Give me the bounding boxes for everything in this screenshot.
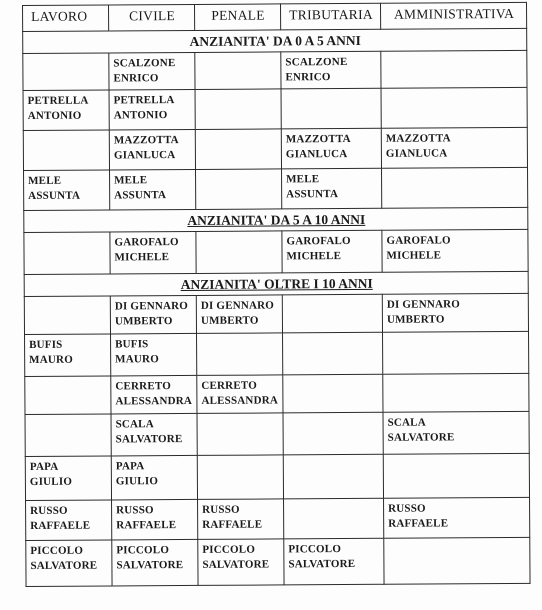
given-name: UMBERTO	[386, 313, 445, 326]
table-row	[24, 167, 528, 210]
cell-penale	[195, 52, 281, 90]
cell-amministrativa	[383, 453, 529, 498]
column-header-penale: PENALE	[194, 4, 280, 31]
cell-amministrativa	[381, 87, 527, 128]
cell-civile	[110, 169, 196, 210]
cell-civile	[109, 129, 195, 170]
cell-lavoro	[25, 414, 111, 457]
surname: DI GENNARO	[114, 299, 189, 313]
surname: MAZZOTTA	[285, 132, 351, 146]
cell-lavoro	[25, 456, 111, 501]
surname: PICCOLO	[30, 544, 84, 557]
section-title-text: ANZIANITA' DA 5 A 10 ANNI	[187, 211, 366, 228]
given-name: UMBERTO	[200, 314, 259, 327]
table-row	[24, 229, 528, 274]
cell-civile	[111, 333, 197, 376]
cell-penale	[195, 129, 281, 170]
cell-tributaria	[283, 454, 383, 499]
cell-lavoro	[24, 232, 110, 275]
cell-amministrativa	[383, 331, 529, 374]
cell-civile	[110, 295, 196, 334]
surname: PAPA	[29, 460, 59, 473]
cell-lavoro	[24, 170, 110, 211]
given-name: GIANLUCA	[385, 147, 448, 160]
surname: PETRELLA	[113, 94, 175, 107]
table-row	[26, 497, 530, 540]
cell-lavoro	[25, 376, 111, 415]
cell-civile	[110, 231, 196, 274]
given-name: MICHELE	[386, 249, 442, 262]
section-header-row	[23, 28, 527, 53]
surname: PICCOLO	[288, 543, 342, 556]
table-row	[23, 87, 527, 130]
section-header-row	[24, 207, 528, 232]
given-name: MAURO	[29, 353, 73, 366]
cell-civile	[112, 539, 198, 586]
given-name: SALVATORE	[288, 557, 356, 571]
cell-amministrativa	[383, 373, 529, 412]
cell-lavoro	[26, 500, 112, 541]
table-row	[26, 537, 530, 586]
cell-amministrativa	[382, 167, 528, 208]
table-row	[25, 453, 529, 500]
cell-penale	[198, 499, 284, 540]
surname: BUFIS	[29, 338, 63, 351]
given-name: ENRICO	[285, 71, 331, 84]
seniority-roster-table	[22, 2, 531, 587]
given-name: GIULIO	[29, 475, 73, 488]
cell-penale	[196, 295, 282, 334]
surname: MAZZOTTA	[113, 134, 179, 147]
column-header-civile: CIVILE	[109, 4, 195, 31]
cell-civile	[109, 89, 195, 130]
given-name: ANTONIO	[113, 109, 168, 122]
cell-penale	[197, 375, 283, 414]
given-name: ALESSANDRA	[201, 394, 279, 407]
cell-amministrativa	[384, 537, 530, 584]
cell-lavoro	[23, 130, 109, 171]
given-name: ANTONIO	[27, 109, 82, 122]
surname: SCALZONE	[285, 56, 348, 69]
given-name: SALVATORE	[387, 431, 455, 444]
surname: RUSSO	[116, 504, 154, 517]
given-name: ASSUNTA	[28, 189, 81, 202]
cell-tributaria	[284, 538, 384, 585]
given-name: ENRICO	[113, 72, 159, 85]
given-name: SALVATORE	[202, 558, 270, 571]
cell-tributaria	[281, 88, 381, 129]
cell-tributaria	[283, 332, 383, 375]
given-name: MAURO	[115, 353, 159, 366]
cell-amministrativa	[382, 229, 528, 272]
table-row	[25, 331, 529, 376]
given-name: GIULIO	[115, 475, 159, 488]
cell-lavoro	[24, 296, 110, 335]
given-name: RAFFAELE	[30, 519, 91, 532]
cell-civile	[111, 413, 197, 456]
section-title	[23, 28, 527, 53]
cell-tributaria	[281, 51, 381, 89]
table-row	[23, 127, 527, 170]
surname: PICCOLO	[116, 544, 170, 557]
section-header-row	[24, 271, 528, 296]
cell-tributaria	[281, 128, 381, 169]
cell-penale	[198, 539, 284, 586]
section-title	[24, 271, 528, 296]
surname: MELE	[114, 174, 148, 187]
cell-tributaria	[282, 230, 382, 273]
cell-lavoro	[26, 540, 112, 587]
given-name: ASSUNTA	[286, 188, 339, 201]
surname: SCALZONE	[113, 57, 176, 70]
surname: SCALA	[115, 418, 154, 431]
column-header-amministrativa: AMMINISTRATIVA	[380, 2, 526, 29]
cell-penale	[197, 455, 283, 500]
surname: RUSSO	[202, 503, 240, 516]
section-title-text: ANZIANITA' OLTRE I 10 ANNI	[180, 275, 373, 293]
cell-penale	[197, 333, 283, 376]
cell-tributaria	[283, 374, 383, 413]
table-row	[25, 373, 529, 414]
cell-penale	[197, 413, 283, 456]
surname: PICCOLO	[202, 543, 256, 556]
cell-tributaria	[284, 498, 384, 539]
surname: CERRETO	[115, 380, 171, 393]
header-row	[23, 2, 527, 31]
surname: MELE	[28, 174, 62, 187]
given-name: MICHELE	[286, 250, 342, 263]
given-name: GIANLUCA	[113, 149, 176, 162]
surname: RUSSO	[30, 504, 68, 517]
surname: BUFIS	[115, 338, 149, 351]
cell-civile	[109, 52, 195, 90]
given-name: UMBERTO	[114, 315, 173, 328]
cell-tributaria	[282, 294, 382, 333]
column-header-tributaria: TRIBUTARIA	[280, 3, 380, 30]
section-title-text: ANZIANITA' DA 0 A 5 ANNI	[189, 32, 361, 49]
cell-civile	[111, 375, 197, 414]
surname: SCALA	[387, 416, 426, 429]
cell-civile	[111, 455, 197, 500]
surname: GAROFALO	[286, 234, 351, 248]
cell-lavoro	[25, 334, 111, 377]
surname: DI GENNARO	[386, 298, 461, 311]
table-row	[24, 293, 528, 334]
cell-penale	[196, 169, 282, 210]
surname: GAROFALO	[114, 236, 179, 249]
given-name: SALVATORE	[30, 559, 98, 572]
surname: PAPA	[115, 460, 145, 473]
given-name: RAFFAELE	[388, 517, 449, 530]
cell-amministrativa	[383, 411, 529, 454]
cell-tributaria	[282, 168, 382, 209]
given-name: MICHELE	[114, 251, 170, 264]
surname: MAZZOTTA	[385, 132, 451, 145]
cell-amministrativa	[381, 127, 527, 168]
surname: RUSSO	[388, 502, 426, 515]
surname: GAROFALO	[386, 234, 451, 247]
given-name: ASSUNTA	[114, 189, 167, 202]
table-row	[25, 411, 529, 456]
column-header-lavoro: LAVORO	[23, 5, 109, 32]
cell-amministrativa	[384, 497, 530, 538]
cell-amministrativa	[382, 293, 528, 332]
given-name: GIANLUCA	[285, 148, 348, 161]
given-name: ALESSANDRA	[115, 394, 193, 408]
given-name: RAFFAELE	[116, 519, 177, 532]
surname: MELE	[286, 173, 320, 186]
surname: PETRELLA	[27, 94, 89, 107]
cell-civile	[112, 499, 198, 540]
given-name: SALVATORE	[115, 433, 183, 446]
cell-penale	[195, 89, 281, 130]
surname: CERRETO	[201, 379, 257, 392]
surname: DI GENNARO	[200, 299, 275, 312]
table-row	[23, 50, 527, 90]
cell-lavoro	[23, 90, 109, 131]
given-name: RAFFAELE	[202, 518, 263, 531]
cell-lavoro	[23, 53, 109, 91]
given-name: SALVATORE	[116, 559, 184, 572]
cell-amministrativa	[381, 50, 527, 88]
cell-tributaria	[283, 412, 383, 455]
cell-penale	[196, 231, 282, 274]
section-title	[24, 207, 528, 232]
